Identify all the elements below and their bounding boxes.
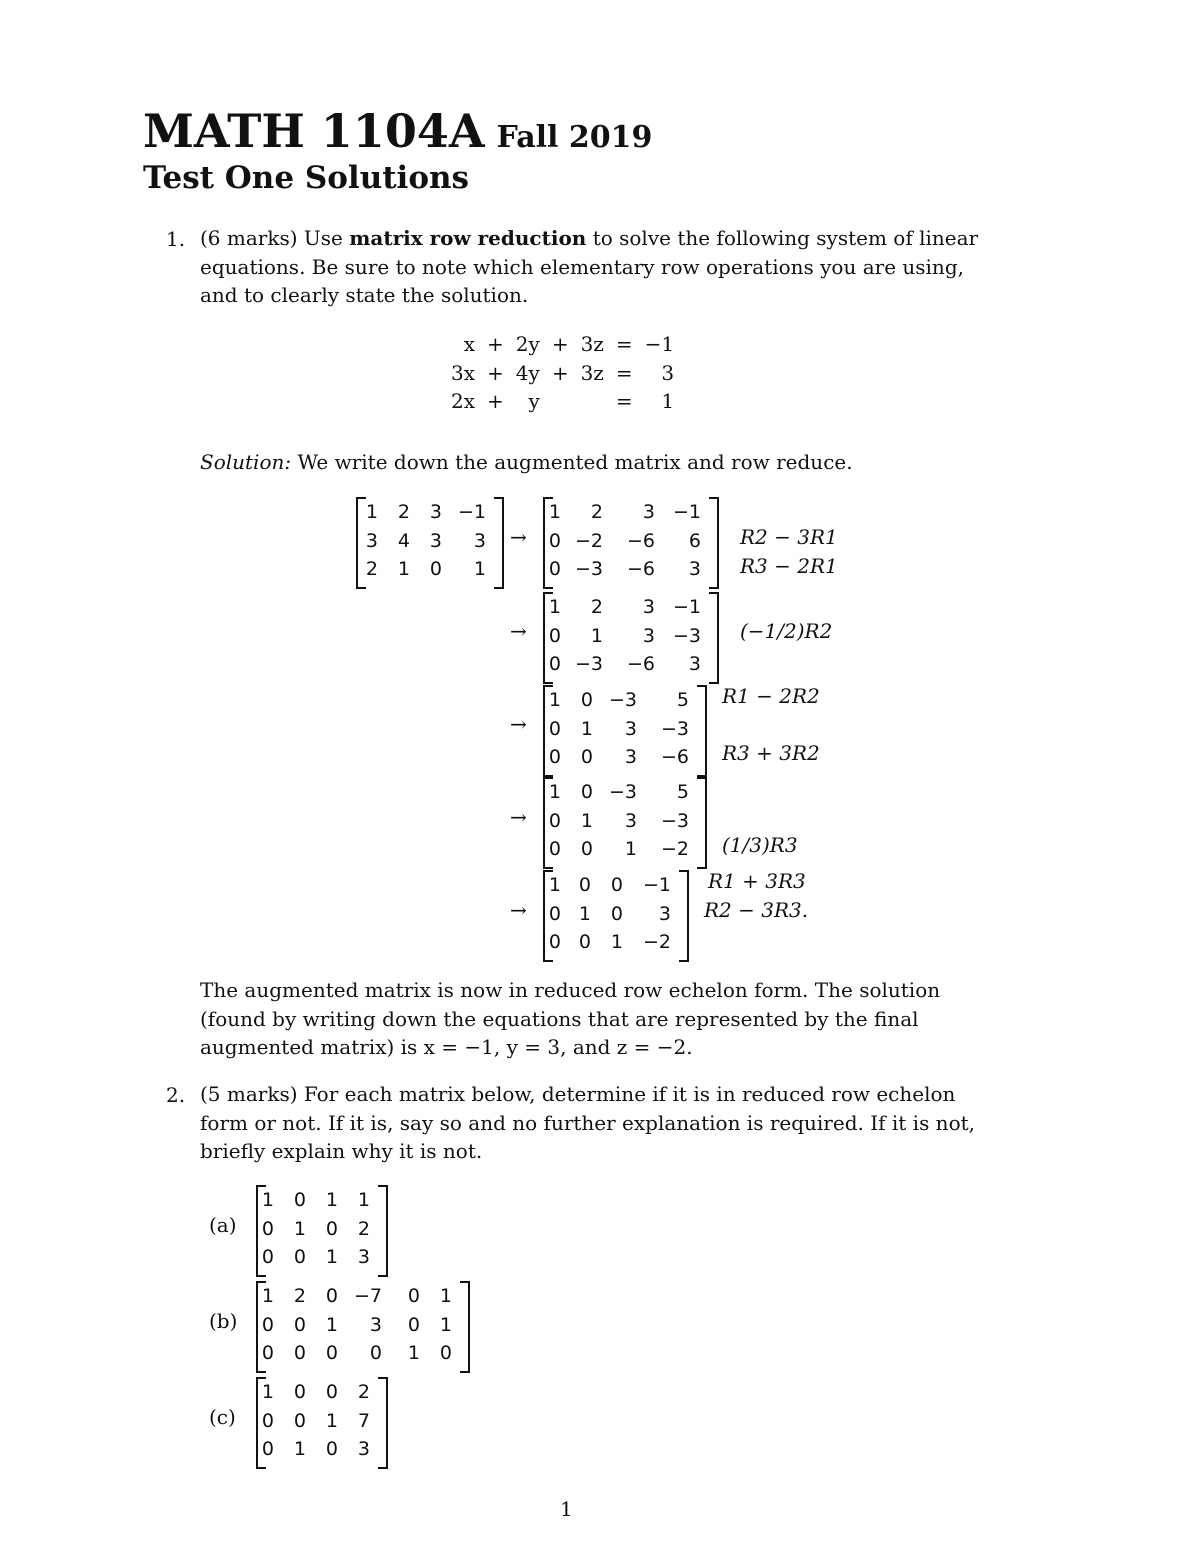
system-row [445,387,680,416]
arrow-icon: → [510,805,527,829]
matrix-entry: −2 [660,838,689,861]
sys-term: 3x [451,360,476,385]
matrix-row [252,1243,370,1272]
matrix-row [539,650,701,679]
sys-term: y [528,389,540,414]
matrix-entry: 0 [293,1381,306,1404]
matrix-entry: 0 [293,1313,306,1336]
matrix-entry: 0 [580,781,593,804]
matrix-entry: 2 [590,596,603,619]
matrix-right-bracket [378,1377,388,1469]
matrix-table [352,498,486,584]
sys-term: 3z [580,332,604,357]
q1-number: 1. [166,227,186,251]
matrix-row [539,778,689,807]
sys-rhs: 1 [661,389,675,414]
row-op: R2 − 3R1 [740,525,838,549]
matrix-row [539,928,671,957]
matrix-entry: 0 [261,1246,274,1269]
part-c-label: (c) [209,1405,236,1429]
matrix-entry: −3 [672,624,701,647]
matrix-entry: 0 [369,1342,382,1365]
matrix-entry: −1 [672,596,701,619]
matrix-table [539,778,689,864]
matrix-row [539,622,701,651]
matrix-entry: 2 [357,1381,370,1404]
matrix-row [539,686,689,715]
q1-prompt [200,224,990,310]
matrix-row [539,743,689,772]
matrix-entry: 3 [688,653,701,676]
matrix-grid [539,593,701,679]
q1-marks: (6 marks) Use [200,226,343,250]
matrix-entry: 3 [369,1313,382,1336]
matrix-row [539,555,701,584]
matrix-right-bracket [494,497,504,589]
row-op: (1/3)R3 [722,833,798,857]
matrix-row [539,835,689,864]
term: Fall 2019 [496,120,653,155]
matrix-entry: 0 [578,931,591,954]
page-title [143,104,652,158]
arrow-icon: → [510,525,527,549]
sys-op: + [551,332,569,357]
matrix-row [352,498,486,527]
matrix-entry: 0 [548,529,561,552]
matrix-part-b [256,1279,470,1371]
row-op: R1 + 3R3 [708,869,806,893]
matrix-row [252,1215,370,1244]
sys-rhs: −1 [644,332,675,357]
matrix-entry: 1 [407,1342,420,1365]
matrix-row [252,1186,370,1215]
sys-eq: = [615,360,633,385]
sys-term [575,387,610,416]
matrix-entry: 3 [624,717,637,740]
matrix-entry: 0 [548,809,561,832]
matrix-grid [539,686,689,772]
matrix-right-bracket [460,1281,470,1373]
matrix-entry: 0 [325,1438,338,1461]
matrix-entry: 1 [325,1313,338,1336]
matrix-entry: 1 [325,1246,338,1269]
arrow-icon: → [510,898,527,922]
matrix-entry: 0 [548,746,561,769]
matrix-row [252,1378,370,1407]
matrix-grid [252,1186,370,1272]
matrix-right-bracket [697,777,707,869]
page-subtitle: Test One Solutions [143,160,469,196]
matrix-row [539,900,671,929]
matrix-entry: 0 [261,1409,274,1432]
matrix-entry: −3 [574,653,603,676]
matrix-entry: 0 [325,1285,338,1308]
sys-term: 4y [515,360,540,385]
matrix-entry: 0 [293,1342,306,1365]
matrix-row [252,1407,370,1436]
arrow-icon: → [510,619,527,643]
row-op: (−1/2)R2 [740,619,833,643]
sys-term: 2x [451,389,476,414]
sys-op: + [551,360,569,385]
matrix-final [543,868,689,960]
matrix-right-bracket [709,497,719,589]
matrix-row [539,593,701,622]
matrix-entry: 0 [429,558,442,581]
matrix-entry: 0 [439,1342,452,1365]
matrix-entry: 0 [293,1189,306,1212]
matrix-entry: −2 [574,529,603,552]
matrix-part-a [256,1183,388,1275]
matrix-entry: 3 [357,1438,370,1461]
sys-term: 2y [515,332,540,357]
matrix-entry: 1 [473,558,486,581]
matrix-entry: 0 [261,1313,274,1336]
matrix-entry: 1 [439,1285,452,1308]
matrix-entry: 3 [357,1246,370,1269]
matrix-right-bracket [709,592,719,684]
matrix-entry: 3 [429,529,442,552]
matrix-entry: 1 [590,624,603,647]
matrix-entry: 1 [548,689,561,712]
q2-prompt: (5 marks) For each matrix below, determine if it is in reduced row echelon form or not. If it is, say so and no further explanation is required. If it is not, briefly explain why it is not. [200,1082,975,1163]
matrix-entry: 0 [407,1313,420,1336]
matrix-row [539,527,701,556]
matrix-entry: 0 [548,653,561,676]
matrix-entry: −3 [608,781,637,804]
matrix-entry: 5 [676,781,689,804]
matrix-entry: 1 [548,874,561,897]
sys-op: + [487,389,504,414]
matrix-entry: 1 [261,1285,274,1308]
matrix-table [539,593,701,679]
matrix-entry: 3 [365,529,378,552]
solution-text: We write down the augmented matrix and row reduce. [297,450,853,474]
matrix-table [539,498,701,584]
row-op: R2 − 3R3. [704,898,809,922]
matrix-entry: −3 [574,558,603,581]
row-op: R3 − 2R1 [740,554,838,578]
matrix-entry: −1 [457,501,486,524]
matrix-entry: 2 [397,501,410,524]
row-op: R1 − 2R2 [722,684,820,708]
matrix-row [252,1435,370,1464]
matrix-entry: 3 [429,501,442,524]
matrix-entry: −6 [626,558,655,581]
matrix-entry: 0 [325,1342,338,1365]
q2-number: 2. [166,1083,186,1107]
matrix-entry: 5 [676,689,689,712]
matrix-entry: 1 [365,501,378,524]
matrix-entry: 1 [439,1313,452,1336]
sys-eq: = [615,332,633,357]
matrix-entry: 1 [261,1189,274,1212]
matrix-row [252,1311,452,1340]
matrix-entry: 6 [688,529,701,552]
matrix-right-bracket [679,870,689,962]
matrix-entry: 3 [624,746,637,769]
matrix-table [252,1378,370,1464]
matrix-initial [356,495,504,587]
q1-bold-term: matrix row reduction [349,226,587,250]
matrix-entry: −6 [660,746,689,769]
matrix-entry: −3 [660,717,689,740]
matrix-row [539,807,689,836]
matrix-grid [539,498,701,584]
system-row [445,330,680,359]
matrix-entry: 0 [580,746,593,769]
matrix-entry: 2 [293,1285,306,1308]
matrix-entry: −3 [660,809,689,832]
matrix-entry: 1 [580,717,593,740]
matrix-entry: 0 [610,874,623,897]
matrix-entry: 0 [610,902,623,925]
matrix-entry: 1 [325,1409,338,1432]
matrix-row [252,1339,452,1368]
part-b-label: (b) [209,1309,238,1333]
matrix-grid [539,871,671,957]
matrix-step-4 [543,775,707,867]
sys-eq: = [615,389,633,414]
matrix-grid [252,1282,452,1368]
part-a-label: (a) [209,1213,237,1237]
matrix-entry: 3 [624,809,637,832]
row-op: R3 + 3R2 [722,741,820,765]
matrix-entry: −1 [672,501,701,524]
matrix-entry: 2 [365,558,378,581]
matrix-entry: 0 [580,689,593,712]
matrix-table [252,1282,452,1368]
system-row [445,359,680,388]
page-number: 1 [560,1497,573,1521]
matrix-entry: 0 [548,624,561,647]
matrix-entry: −7 [353,1285,382,1308]
matrix-step-2 [543,590,719,682]
matrix-entry: −6 [626,529,655,552]
matrix-row [539,498,701,527]
solution-label: Solution: [200,450,292,474]
matrix-entry: 1 [578,902,591,925]
matrix-entry: 0 [261,1438,274,1461]
matrix-entry: 3 [658,902,671,925]
sys-term: 3z [580,360,604,385]
matrix-entry: −3 [608,689,637,712]
matrix-entry: 0 [580,838,593,861]
matrix-row [539,715,689,744]
matrix-entry: 1 [325,1189,338,1212]
matrix-entry: 0 [261,1342,274,1365]
matrix-entry: 1 [548,781,561,804]
matrix-entry: 0 [261,1217,274,1240]
matrix-table [539,686,689,772]
matrix-entry: 0 [325,1381,338,1404]
matrix-entry: −6 [626,653,655,676]
matrix-right-bracket [378,1185,388,1277]
matrix-step-1 [543,495,719,587]
matrix-entry: 7 [357,1409,370,1432]
q1-conclusion: The augmented matrix is now in reduced row echelon form. The solution (found by writing down the equations that are represented by the final augmented matrix) is x = −1, y = 3, and z = −2. [200,978,941,1059]
matrix-row [352,527,486,556]
matrix-table [252,1186,370,1272]
matrix-part-c [256,1375,388,1467]
matrix-entry: 1 [624,838,637,861]
solution-intro [200,448,990,477]
matrix-entry: 4 [397,529,410,552]
matrix-entry: 0 [548,902,561,925]
matrix-entry: 2 [590,501,603,524]
matrix-entry: 1 [580,809,593,832]
matrix-entry: 0 [325,1217,338,1240]
sys-op: + [487,332,504,357]
matrix-step-3 [543,683,707,775]
matrix-table [539,871,671,957]
matrix-entry: 2 [357,1217,370,1240]
matrix-entry: 1 [548,501,561,524]
matrix-entry: 0 [548,838,561,861]
matrix-entry: 1 [397,558,410,581]
sys-rhs: 3 [661,360,675,385]
matrix-entry: 1 [293,1217,306,1240]
matrix-entry: 0 [407,1285,420,1308]
matrix-entry: 3 [688,558,701,581]
matrix-entry: 1 [261,1381,274,1404]
sys-op: + [487,360,504,385]
matrix-entry: 0 [293,1246,306,1269]
matrix-entry: 1 [293,1438,306,1461]
matrix-row [352,555,486,584]
matrix-entry: 1 [357,1189,370,1212]
matrix-entry: 1 [610,931,623,954]
matrix-entry: 1 [548,596,561,619]
matrix-entry: 3 [473,529,486,552]
sys-op [546,387,575,416]
system-table [445,330,680,416]
sys-term: x [463,332,476,357]
matrix-entry: 0 [578,874,591,897]
matrix-entry: 0 [548,931,561,954]
matrix-entry: −2 [642,931,671,954]
course-code: MATH 1104A [143,104,485,158]
matrix-grid [352,498,486,584]
matrix-entry: 0 [293,1409,306,1432]
q1-rest: to solve the following system of linear equations. Be sure to note which elementary row operations you are using, and to clearly state the solution. [200,226,979,307]
linear-system [445,330,680,416]
matrix-right-bracket [697,685,707,777]
matrix-entry: −1 [642,874,671,897]
matrix-grid [252,1378,370,1464]
matrix-grid [539,778,689,864]
matrix-row [539,871,671,900]
matrix-row [252,1282,452,1311]
matrix-entry: 3 [642,624,655,647]
matrix-entry: 3 [642,501,655,524]
arrow-icon: → [510,712,527,736]
matrix-entry: 0 [548,717,561,740]
matrix-entry: 0 [548,558,561,581]
matrix-entry: 3 [642,596,655,619]
